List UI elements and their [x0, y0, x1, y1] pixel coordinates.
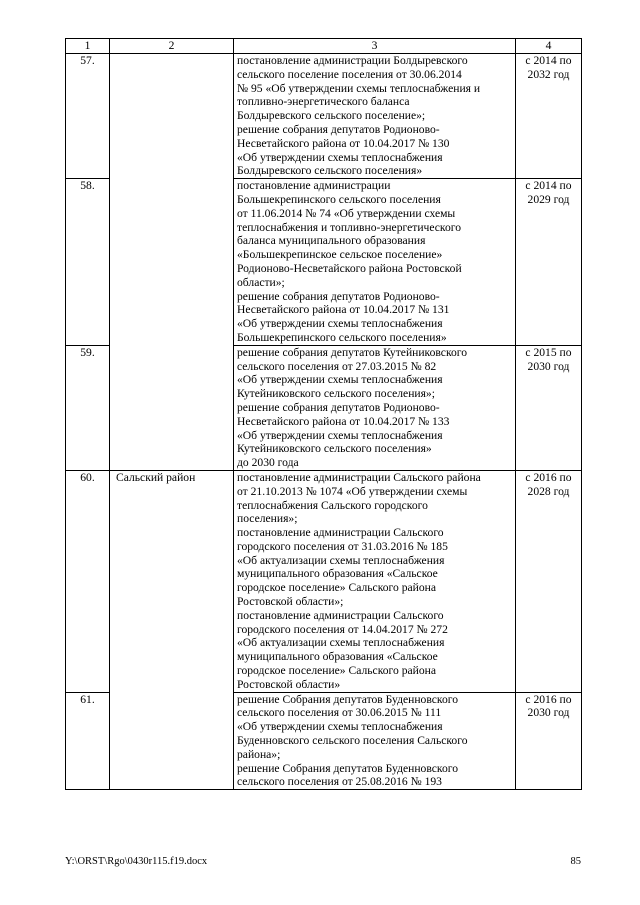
table-row [66, 692, 582, 790]
reference-line: «Об утверждении схемы теплоснабжения [237, 150, 443, 164]
file-path: Y:\ORST\Rgo\0430r115.f19.docx [65, 856, 208, 867]
reference-line: № 95 «Об утверждении схемы теплоснабжения и [237, 81, 481, 95]
row-number: 57. [66, 54, 110, 179]
table-header-row [66, 39, 582, 54]
period-cell [516, 470, 582, 692]
document-page [65, 38, 581, 790]
period-line: с 2016 по [525, 692, 572, 706]
document-reference-cell [234, 470, 516, 692]
row-number: 61. [66, 692, 110, 790]
reference-line: Кутейниковского сельского поселения»; [237, 387, 435, 401]
reference-line: области»; [237, 275, 285, 289]
district-cell [110, 692, 234, 790]
period-line: с 2014 по [525, 179, 572, 193]
reference-line: сельского поселение поселения от 30.06.2014 [237, 67, 462, 81]
district-cell [110, 54, 234, 179]
reference-line: решение Собрания депутатов Буденновского [237, 692, 459, 706]
reference-line: «Об актуализации схемы теплоснабжения [237, 636, 445, 650]
reference-line: Ростовской области» [237, 677, 341, 691]
period-line: 2030 год [527, 706, 570, 720]
document-reference-cell [234, 345, 516, 470]
district-cell [110, 345, 234, 470]
reference-line: решение Собрания депутатов Буденновского [237, 761, 459, 775]
period-line: с 2016 по [525, 470, 572, 484]
document-reference-cell [234, 692, 516, 790]
column-header-2: 2 [110, 39, 234, 54]
reference-line: муниципального образования «Сальское [237, 650, 438, 664]
reference-line: до 2030 года [237, 456, 299, 470]
period-line: 2030 год [527, 359, 570, 373]
period-cell [516, 692, 582, 790]
reference-line: Болдыревского сельского поселения» [237, 164, 423, 178]
period-line: с 2015 по [525, 345, 572, 359]
reference-line: «Об актуализации схемы теплоснабжения [237, 553, 445, 567]
reference-line: решение собрания депутатов Родионово- [237, 289, 440, 303]
period-cell [516, 345, 582, 470]
reference-line: сельского поселения от 25.08.2016 № 193 [237, 775, 442, 789]
period-line: 2029 год [527, 192, 570, 206]
reference-line: района»; [237, 747, 281, 761]
table-body [66, 54, 582, 790]
table-row [66, 54, 582, 179]
period-line: с 2014 по [525, 54, 572, 67]
reference-line: теплоснабжения и топливно-энергетического [237, 220, 462, 234]
period-line: 2032 год [527, 67, 570, 81]
table-row [66, 470, 582, 692]
reference-line: топливно-энергетического баланса [237, 95, 410, 109]
reference-line: постановление администрации [237, 179, 391, 193]
reference-line: постановление администрации Сальского [237, 608, 444, 622]
document-reference-cell [234, 179, 516, 346]
table-row [66, 345, 582, 470]
reference-line: городского поселения от 31.03.2016 № 185 [237, 539, 448, 553]
reference-line: Несветайского района от 10.04.2017 № 131 [237, 303, 450, 317]
reference-line: «Об утверждении схемы теплоснабжения [237, 720, 443, 734]
district-cell: Сальский район [110, 470, 234, 692]
row-number: 58. [66, 179, 110, 346]
document-reference-cell [234, 54, 516, 179]
reference-line: поселения»; [237, 512, 298, 526]
reference-line: Ростовской области»; [237, 595, 344, 609]
reference-line: решение собрания депутатов Родионово- [237, 400, 440, 414]
reference-line: Большекрепинского сельского поселения [237, 192, 441, 206]
reference-line: постановление администрации Болдыревского [237, 54, 468, 67]
reference-line: решение собрания депутатов Кутейниковского [237, 345, 468, 359]
reference-line: «Большекрепинское сельское поселение» [237, 248, 443, 262]
row-number: 59. [66, 345, 110, 470]
reference-line: Родионово-Несветайского района Ростовской [237, 261, 462, 275]
reference-line: «Об утверждении схемы теплоснабжения [237, 373, 443, 387]
page-number: 85 [570, 856, 581, 867]
column-header-4: 4 [516, 39, 582, 54]
reference-line: городское поселение» Сальского района [237, 581, 436, 595]
reference-line: Буденновского сельского поселения Сальского [237, 734, 468, 748]
reference-line: сельского поселения от 30.06.2015 № 111 [237, 706, 442, 720]
reference-line: баланса муниципального образования [237, 234, 426, 248]
reference-line: от 11.06.2014 № 74 «Об утверждении схемы [237, 206, 456, 220]
row-number: 60. [66, 470, 110, 692]
reference-line: сельского поселения от 27.03.2015 № 82 [237, 359, 437, 373]
column-header-1: 1 [66, 39, 110, 54]
reference-line: Несветайского района от 10.04.2017 № 130 [237, 136, 450, 150]
reference-line: «Об утверждении схемы теплоснабжения [237, 317, 443, 331]
reference-line: постановление администрации Сальского [237, 526, 444, 540]
reference-line: от 21.10.2013 № 1074 «Об утверждении схемы [237, 484, 468, 498]
reference-line: «Об утверждении схемы теплоснабжения [237, 428, 443, 442]
period-line: 2028 год [527, 484, 570, 498]
reference-line: постановление администрации Сальского района [237, 470, 481, 484]
reference-line: городское поселение» Сальского района [237, 664, 436, 678]
reference-line: Несветайского района от 10.04.2017 № 133 [237, 414, 450, 428]
period-cell [516, 179, 582, 346]
reference-line: теплоснабжения Сальского городского [237, 498, 428, 512]
reference-line: решение собрания депутатов Родионово- [237, 122, 440, 136]
reference-line: городского поселения от 14.04.2017 № 272 [237, 622, 448, 636]
district-cell [110, 179, 234, 346]
period-cell [516, 54, 582, 179]
reference-line: Болдыревского сельского поселение»; [237, 109, 426, 123]
heat-supply-table [65, 38, 582, 790]
column-header-3: 3 [234, 39, 516, 54]
reference-line: Большекрепинского сельского поселения» [237, 330, 447, 344]
reference-line: муниципального образования «Сальское [237, 567, 438, 581]
table-row [66, 179, 582, 346]
reference-line: Кутейниковского сельского поселения» [237, 442, 432, 456]
